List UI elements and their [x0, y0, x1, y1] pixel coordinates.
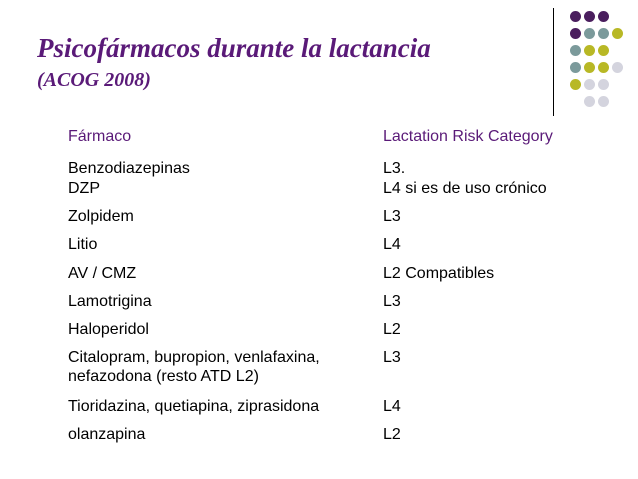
table-cell-risk-category: L4: [383, 236, 401, 253]
slide-title: Psicofármacos durante la lactancia: [37, 33, 431, 63]
table-cell-risk-category: L2: [383, 321, 401, 338]
table-cell-risk-category: L3.: [383, 160, 406, 177]
table-cell-risk-category: L3: [383, 349, 401, 366]
table-cell-drug: Citalopram, bupropion, venlafaxina,: [68, 349, 320, 366]
table-cell-risk-category: L4: [383, 398, 401, 415]
slide-subtitle: (ACOG 2008): [37, 69, 151, 91]
table-cell-risk-category: L3: [383, 208, 401, 225]
table-cell-drug: Benzodiazepinas: [68, 160, 190, 177]
table-header-risk-category: Lactation Risk Category: [383, 128, 553, 145]
table-cell-drug: Zolpidem: [68, 208, 134, 225]
table-cell-drug: DZP: [68, 180, 100, 197]
table-cell-drug: Tioridazina, quetiapina, ziprasidona: [68, 398, 320, 415]
table-cell-risk-category: L4 si es de uso crónico: [383, 180, 547, 197]
table-header-drug: Fármaco: [68, 128, 132, 145]
table-cell-risk-category: L3: [383, 293, 401, 310]
table-cell-drug: olanzapina: [68, 426, 146, 443]
table-cell-drug: Lamotrigina: [68, 293, 152, 310]
table-cell-drug: Haloperidol: [68, 321, 149, 338]
table-cell-risk-category: L2 Compatibles: [383, 265, 495, 282]
table-cell-drug: AV / CMZ: [68, 265, 137, 282]
table-cell-drug: Litio: [68, 236, 98, 253]
table-cell-drug: nefazodona (resto ATD L2): [68, 368, 259, 385]
table-cell-risk-category: L2: [383, 426, 401, 443]
